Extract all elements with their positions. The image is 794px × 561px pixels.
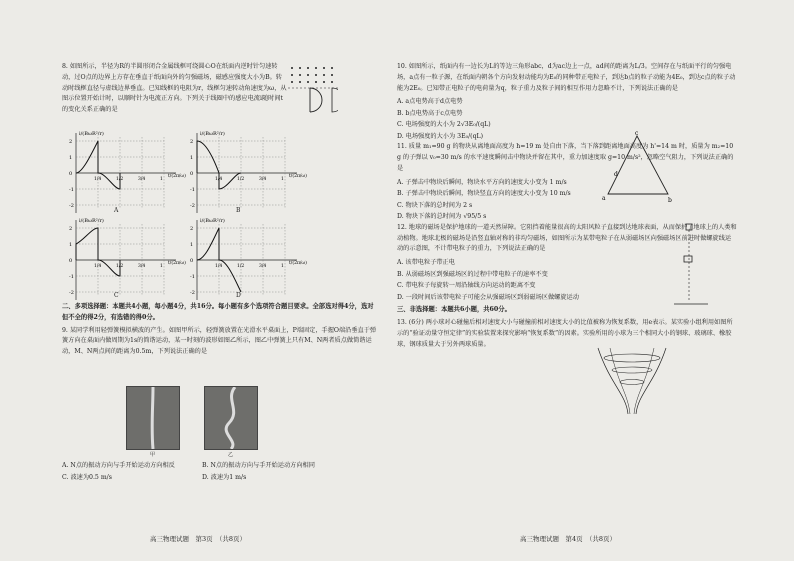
y-axis-label: i/(BωR²/r)	[79, 218, 104, 224]
question-12: 12. 地球的磁场是保护地球的一道天然屏障。它阻挡着能量很高的太阳风粒子直接到达地球表面，从而保护了地球上的人类和动植物。地球北极的磁场是沿竖直轴对称的非均匀磁场，如图所示为某带电粒子在从弱磁场区向强磁场区前进时做螺旋线运动的示意图，不计带电粒子的重力，下列说法正确的是	[397, 223, 737, 253]
x-tick-label: 1/4	[215, 264, 223, 269]
vertex-label-a: a	[602, 195, 606, 202]
q11-option-c: C. 物块下落的总时间为 2 s	[397, 201, 473, 209]
graph-label-b: B	[236, 207, 241, 214]
y-tick-label: 0	[190, 171, 194, 177]
section-2-heading: 二、多项选择题：本题共4小题，每小题4分，共16分。每小题有多个选项符合题目要求。全部选对得4分，选对但不全的得2分，有选错的得0分。	[62, 303, 374, 321]
q12-option-a: A. 该带电粒子带正电	[397, 259, 455, 267]
photo-caption-yi: 乙	[228, 452, 234, 458]
q10-option-c: C. 电场强度的大小为 2√3E₀/(qL)	[397, 121, 491, 129]
y-tick-label: 1	[69, 242, 73, 248]
q9-options	[62, 460, 377, 483]
q9-option-d: D. 波速为1 m/s	[202, 473, 247, 481]
y-tick-label: 2	[190, 139, 194, 145]
q8-graph-options	[62, 128, 342, 313]
footer-page-4: 高三物理试题 第4页 （共8页）	[520, 535, 617, 543]
x-tick-label: 1	[160, 264, 163, 269]
q12-option-b: B. 从弱磁场区到强磁场区的过程中带电粒子的速率不变	[397, 270, 548, 278]
q12-option-c: C. 带电粒子每旋转一周沿轴线方向运动的距离不变	[397, 282, 536, 290]
x-axis-label: t/(2π/ω)	[289, 261, 307, 266]
x-axis-label: t/(2π/ω)	[168, 261, 186, 266]
x-tick-label: 1/4	[94, 177, 102, 182]
y-tick-label: 0	[190, 258, 194, 264]
y-tick-label: 0	[69, 171, 73, 177]
y-axis-label: i/(BωR²/r)	[200, 218, 225, 224]
question-10: 10. 如图所示，纸面内有一边长为L的等边三角形abc，d为ac边上一点，ad间的距离为L/3。空间存在与纸面平行的匀强电场，a点有一粒子源，在纸面内朝各个方向发射动能均为E₀的同种带正电粒子，到达b点的粒子动能为4E₀，到达c点的粒子动能为2E₀。已知带正电粒子的电荷量为q，粒子重力及粒子间的相互作用力忽略不计，下列说法正确的是	[397, 63, 736, 92]
graph-label-a: A	[114, 207, 119, 214]
q10-triangle-figure	[600, 130, 675, 205]
q9-option-a: A. N点的振动方向与手开始运动方向相反	[62, 462, 175, 469]
x-tick-label: 1/4	[215, 177, 223, 182]
x-tick-label: 1	[281, 264, 284, 269]
y-tick-label: 2	[190, 226, 194, 232]
photo-yi	[204, 386, 258, 450]
x-tick-label: 1	[281, 177, 284, 182]
y-tick-label: 1	[69, 155, 73, 161]
graph-label-d: D	[236, 292, 241, 299]
y-tick-label: -1	[190, 187, 195, 193]
q8-field-figure	[288, 64, 338, 116]
q11-option-d: D. 物块下落的总时间为 √95/5 s	[397, 213, 487, 221]
q11-drop-figure	[672, 222, 712, 310]
x-tick-label: 1/2	[116, 264, 124, 269]
footer-page-3: 高三物理试题 第3页 （共8页）	[150, 535, 247, 543]
q12-spiral-figure	[596, 344, 668, 416]
y-tick-label: -1	[69, 274, 74, 280]
q9-option-b: B. N点的振动方向与手开始运动方向相同	[202, 462, 315, 469]
photo-jia	[126, 386, 180, 450]
x-tick-label: 1/2	[237, 177, 245, 182]
q10-option-a: A. a点电势高于d点电势	[397, 98, 463, 106]
x-tick-label: 3/4	[259, 264, 267, 269]
q11-option-b: B. 子弹击中物块后瞬间，物块竖直方向的速度大小变为 10 m/s	[397, 190, 571, 198]
q12-option-d: D. 一段时间后该带电粒子可能会从强磁场区到弱磁场区做螺旋运动	[397, 293, 579, 301]
y-tick-label: -2	[190, 203, 195, 209]
y-axis-label: i/(BωR²/r)	[200, 131, 225, 137]
y-tick-label: -2	[69, 290, 74, 296]
q11-option-a: A. 子弹击中物块后瞬间，物块水平方向的速度大小变为 1 m/s	[397, 178, 567, 186]
question-8: 8. 如图所示，半径为R的半圆形闭合金属线框可绕圆心O在纸面内逆时针匀速转动，过O点的边界上方存在垂直于纸面向外的匀强磁场，磁感应强度大小为B。转动时线框直径与虚线边界垂直。已知线框的电阻为r，线框匀速转动角速度为ω，从图示位置开始计时，以顺时针为电流正方向。下列关于线圈中的感应电流i随时间t的变化关系正确的是	[62, 63, 287, 114]
y-tick-label: -2	[190, 290, 195, 296]
section-3-heading: 三、非选择题：本题共6小题，共60分。	[397, 306, 511, 314]
y-tick-label: -2	[69, 203, 74, 209]
question-11: 11. 质量 m₁=90 g 的物块从离地面高度为 h=19 m 处自由下落，当下落到距离地面高度为 h'=14 m 时，质量为 m₂=10 g 的子弹以 v₀=30 m/s 的水平速度瞬间击中物块并留在其中，重力加速度取 g=10 m/s²，忽略空气阻力，下列说法正确的是	[397, 143, 734, 172]
x-tick-label: 3/4	[138, 264, 146, 269]
y-tick-label: -1	[69, 187, 74, 193]
photo-caption-jia: 甲	[150, 452, 156, 458]
x-tick-label: 1/2	[237, 264, 245, 269]
graph-label-c: C	[114, 292, 119, 299]
x-axis-label: t/(2π/ω)	[168, 174, 186, 179]
vertex-label-c: c	[635, 130, 639, 137]
x-tick-label: 3/4	[259, 177, 267, 182]
vertex-label-b: b	[668, 197, 672, 204]
point-label-d: d	[614, 171, 618, 178]
question-9: 9. 某同学利用轻弹簧模拟横波的产生。如图甲所示，轻弹簧放置在光滑水平桌面上，P端固定，手握O端沿垂直于弹簧方向在桌面内做周期为1s的简谐运动，某一时刻的波形如图乙所示，图乙中弹簧上只有M、N两者质点做简谐运动，M、N两点间的距离为0.5m，下列说法正确的是	[62, 326, 377, 356]
y-tick-label: -1	[190, 274, 195, 280]
q10-option-b: B. b点电势高于c点电势	[397, 109, 463, 117]
x-tick-label: 1/4	[94, 264, 102, 269]
y-tick-label: 2	[69, 226, 73, 232]
y-tick-label: 1	[190, 242, 194, 248]
question-13: 13. (6分) 两小球对心碰撞后相对速度大小与碰撞前相对速度大小的比值被称为恢复系数，用e表示。某实验小组利用如图所示的“验证动量守恒定律”的实验装置来探究影响“恢复系数”的因素。实验所用的小球为三个相同大小的钢球、玻璃球、橡胶球，钢球质量大于另外两球质量。	[397, 318, 733, 348]
q10-option-d: D. 电场强度的大小为 3E₀/(qL)	[397, 132, 484, 140]
x-tick-label: 1/2	[116, 177, 124, 182]
y-axis-label: i/(BωR²/r)	[79, 131, 104, 137]
y-tick-label: 1	[190, 155, 194, 161]
y-tick-label: 0	[69, 258, 73, 264]
x-tick-label: 3/4	[138, 177, 146, 182]
y-tick-label: 2	[69, 139, 73, 145]
left-page-lower	[62, 300, 377, 360]
x-axis-label: t/(2π/ω)	[289, 174, 307, 179]
x-tick-label: 1	[160, 177, 163, 182]
q9-option-c: C. 波速为0.5 m/s	[62, 473, 112, 481]
